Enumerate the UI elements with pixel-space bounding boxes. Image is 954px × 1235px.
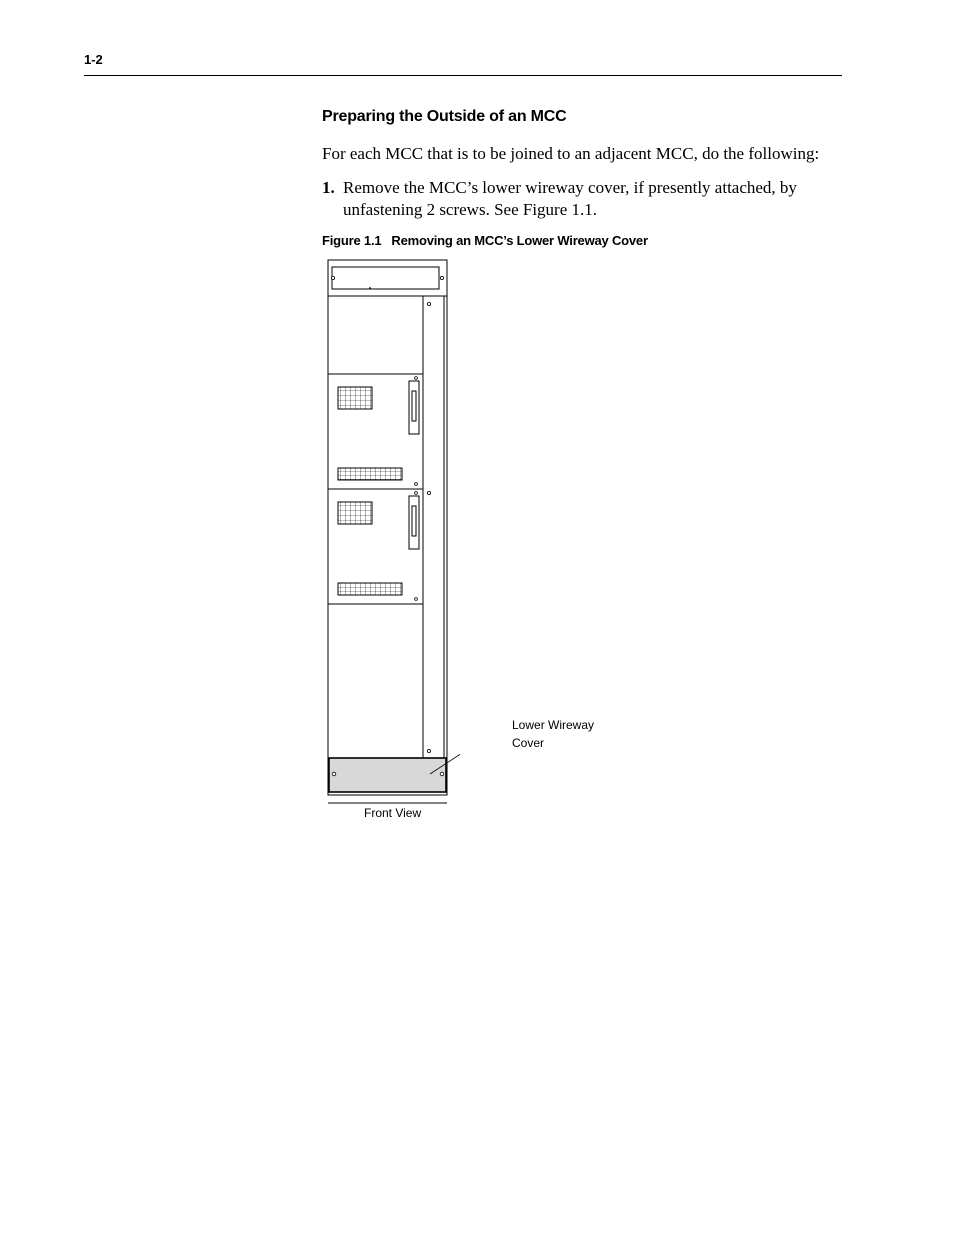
callout-lower-wireway-cover xyxy=(512,716,594,752)
unit-1-handle xyxy=(409,381,419,434)
mcc-front-view-drawing xyxy=(320,255,460,805)
top-wireway xyxy=(328,260,447,296)
step-number: 1. xyxy=(322,178,335,197)
figure-title: Removing an MCC’s Lower Wireway Cover xyxy=(391,233,648,248)
cover-screw-right xyxy=(440,772,444,776)
unit-2-vent xyxy=(338,583,402,595)
vertical-wireway xyxy=(423,296,444,758)
cover-screw-left xyxy=(332,772,336,776)
intro-paragraph: For each MCC that is to be joined to an adjacent MCC, do the following: xyxy=(322,144,820,163)
callout-line-1: Lower Wireway xyxy=(512,718,595,732)
header-rule xyxy=(84,75,842,76)
cabinet-outline xyxy=(328,260,447,795)
front-view-label: Front View xyxy=(364,806,422,820)
page-number: 1-2 xyxy=(84,52,103,67)
unit-top-blank xyxy=(328,296,423,374)
unit-2-handle xyxy=(409,496,419,549)
step-text: Remove the MCC’s lower wireway cover, if presently attached, by unfastening 2 screws. See Figure 1.1. xyxy=(343,178,797,219)
figure-caption xyxy=(322,233,648,248)
callout-line-2: Cover xyxy=(512,736,545,750)
unit-1-grid xyxy=(338,387,372,409)
figure-label: Figure 1.1 xyxy=(322,233,382,248)
unit-bottom-blank xyxy=(328,604,423,758)
lower-wireway-cover xyxy=(329,758,446,792)
unit-1-vent xyxy=(338,468,402,480)
unit-2-grid xyxy=(338,502,372,524)
step-1 xyxy=(322,177,822,221)
section-heading: Preparing the Outside of an MCC xyxy=(322,108,567,125)
